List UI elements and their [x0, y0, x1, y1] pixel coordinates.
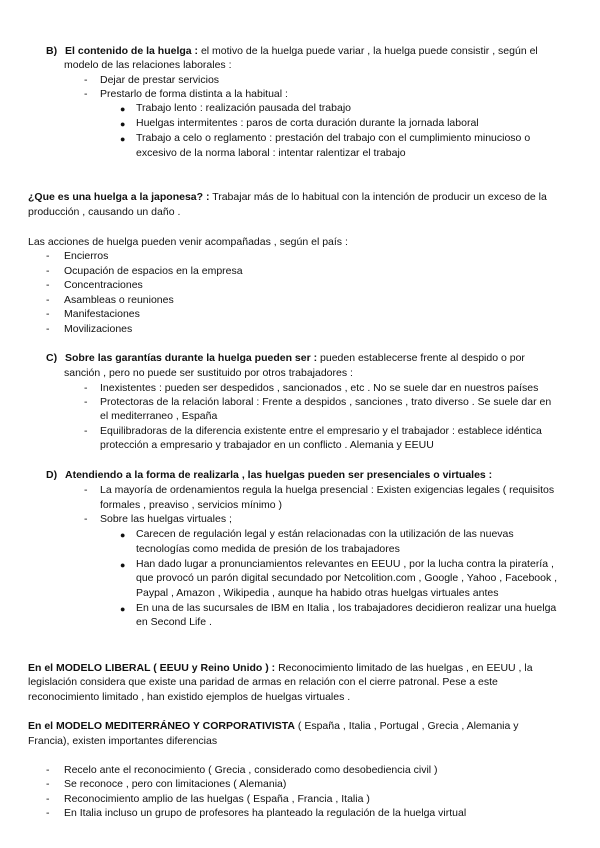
- bullet-marker: ●: [120, 104, 126, 114]
- section-b-title: El contenido de la huelga :: [65, 45, 199, 57]
- sub-list-item: en Second Life .: [136, 616, 212, 628]
- section-c-title: Sobre las garantías durante la huelga pueden ser :: [65, 352, 318, 364]
- list-item: Equilibradoras de la diferencia existente entre el empresario y el trabajador : establece idéntica: [100, 425, 542, 437]
- sub-list-item: En una de las sucursales de IBM en Italia , los trabajadores decidieron realizar una huelga: [136, 602, 557, 614]
- sub-list-item: Han dado lugar a pronunciamientos relevantes en EEUU , por la lucha contra la piratería ,: [136, 558, 554, 570]
- list-item: Inexistentes : pueden ser despedidos , sancionados , etc . No se suele dar en nuestros países: [100, 382, 539, 394]
- mediterraneo-text-2: Francia), existen importantes diferencias: [28, 735, 218, 747]
- section-c-text: pueden establecerse frente al despido o por: [317, 352, 525, 364]
- section-d-title: Atendiendo a la forma de realizarla , las huelgas pueden ser presenciales o virtuales :: [65, 469, 493, 481]
- bullet-marker: ●: [120, 134, 126, 144]
- dash-marker: -: [46, 793, 50, 805]
- mediterraneo-title: En el MODELO MEDITERRÁNEO Y CORPORATIVISTA: [28, 720, 295, 732]
- list-item: protección a empresario y trabajador en un conflicto . Alemania y EEUU: [100, 439, 434, 451]
- section-c-text-2: sanción , pero no puede ser sustituido por otros trabajadores :: [64, 367, 353, 379]
- section-d-letter: D): [46, 469, 58, 481]
- section-c-letter: C): [46, 352, 58, 364]
- dash-marker: -: [84, 425, 88, 437]
- list-item: Prestarlo de forma distinta a la habitual :: [100, 88, 288, 100]
- sub-list-item: excesivo de la norma laboral : intentar ralentizar el trabajo: [136, 147, 406, 159]
- list-item: La mayoría de ordenamientos regula la huelga presencial : Existen exigencias legales ( requisitos: [100, 484, 555, 496]
- list-item: Sobre las huelgas virtuales ;: [100, 513, 232, 525]
- list-item: Recelo ante el reconocimiento ( Grecia , considerado como desobediencia civil ): [64, 764, 438, 776]
- liberal-title: En el MODELO LIBERAL ( EEUU y Reino Unido ) :: [28, 662, 276, 674]
- bullet-marker: ●: [120, 119, 126, 129]
- list-item: Protectoras de la relación laboral : Frente a despidos , sanciones , trato diverso . Se suele dar en: [100, 396, 552, 408]
- list-item: Reconocimiento amplio de las huelgas ( España , Francia , Italia ): [64, 793, 370, 805]
- section-b-text-2: modelo de las relaciones laborales :: [64, 59, 232, 71]
- bullet-marker: ●: [120, 530, 126, 540]
- sub-list-item: Carecen de regulación legal y están relacionadas con la utilización de las nuevas: [136, 528, 514, 540]
- list-item: Asambleas o reuniones: [64, 294, 174, 306]
- list-item: Manifestaciones: [64, 308, 140, 320]
- japonesa-title: ¿Que es una huelga a la japonesa? :: [28, 191, 210, 203]
- dash-marker: -: [46, 778, 50, 790]
- dash-marker: -: [84, 382, 88, 394]
- list-item: Ocupación de espacios en la empresa: [64, 265, 243, 277]
- section-b-letter: B): [46, 45, 58, 57]
- list-item: formales , preaviso , servicios mínimo ): [100, 499, 283, 511]
- liberal-text-3: reconocimiento limitado , han existido ejemplos de huelgas virtuales .: [28, 691, 351, 703]
- dash-marker: -: [46, 279, 50, 291]
- dash-marker: -: [46, 250, 50, 262]
- sub-list-item: Paypal , Amazon , Wikipedia , aunque ha habido otras huelgas virtuales antes: [136, 587, 499, 599]
- dash-marker: -: [46, 308, 50, 320]
- list-item: el mediterraneo , España: [100, 410, 218, 422]
- dash-marker: -: [84, 396, 88, 408]
- liberal-text: Reconocimiento limitado de las huelgas , en EEUU , la: [275, 662, 533, 674]
- dash-marker: -: [84, 88, 88, 100]
- list-item: Concentraciones: [64, 279, 143, 291]
- japonesa-text: Trabajar más de lo habitual con la intención de producir un exceso de la: [209, 191, 547, 203]
- list-item: Encierros: [64, 250, 109, 262]
- bullet-marker: ●: [120, 560, 126, 570]
- dash-marker: -: [46, 764, 50, 776]
- dash-marker: -: [46, 807, 50, 819]
- sub-list-item: que provocó un parón digital secundado por Netcolition.com , Google , Yahoo , Facebook ,: [136, 572, 558, 584]
- dash-marker: -: [84, 484, 88, 496]
- list-item: Se reconoce , pero con limitaciones ( Alemania): [64, 778, 287, 790]
- dash-marker: -: [84, 74, 88, 86]
- sub-list-item: Trabajo a celo o reglamento : prestación del trabajo con el cumplimiento minucioso o: [136, 132, 531, 144]
- dash-marker: -: [84, 513, 88, 525]
- section-b-text: el motivo de la huelga puede variar , la huelga puede consistir , según el: [198, 45, 538, 57]
- liberal-text-2: legislación considera que existe una paridad de armas en relación con el cierre patronal. Pese a este: [28, 676, 498, 688]
- japonesa-text-2: producción , causando un daño .: [28, 206, 181, 218]
- bullet-marker: ●: [120, 604, 126, 614]
- list-item: Movilizaciones: [64, 323, 133, 335]
- mediterraneo-text: ( España , Italia , Portugal , Grecia , Alemania y: [295, 720, 519, 732]
- dash-marker: -: [46, 294, 50, 306]
- sub-list-item: Trabajo lento : realización pausada del trabajo: [136, 102, 351, 114]
- dash-marker: -: [46, 323, 50, 335]
- list-item: Dejar de prestar servicios: [100, 74, 220, 86]
- sub-list-item: Huelgas intermitentes : paros de corta duración durante la jornada laboral: [136, 117, 479, 129]
- sub-list-item: tecnologías como medida de presión de los trabajadores: [136, 543, 400, 555]
- acciones-intro: Las acciones de huelga pueden venir acompañadas , según el país :: [28, 236, 348, 248]
- dash-marker: -: [46, 265, 50, 277]
- list-item: En Italia incluso un grupo de profesores ha planteado la regulación de la huelga virtual: [64, 807, 467, 819]
